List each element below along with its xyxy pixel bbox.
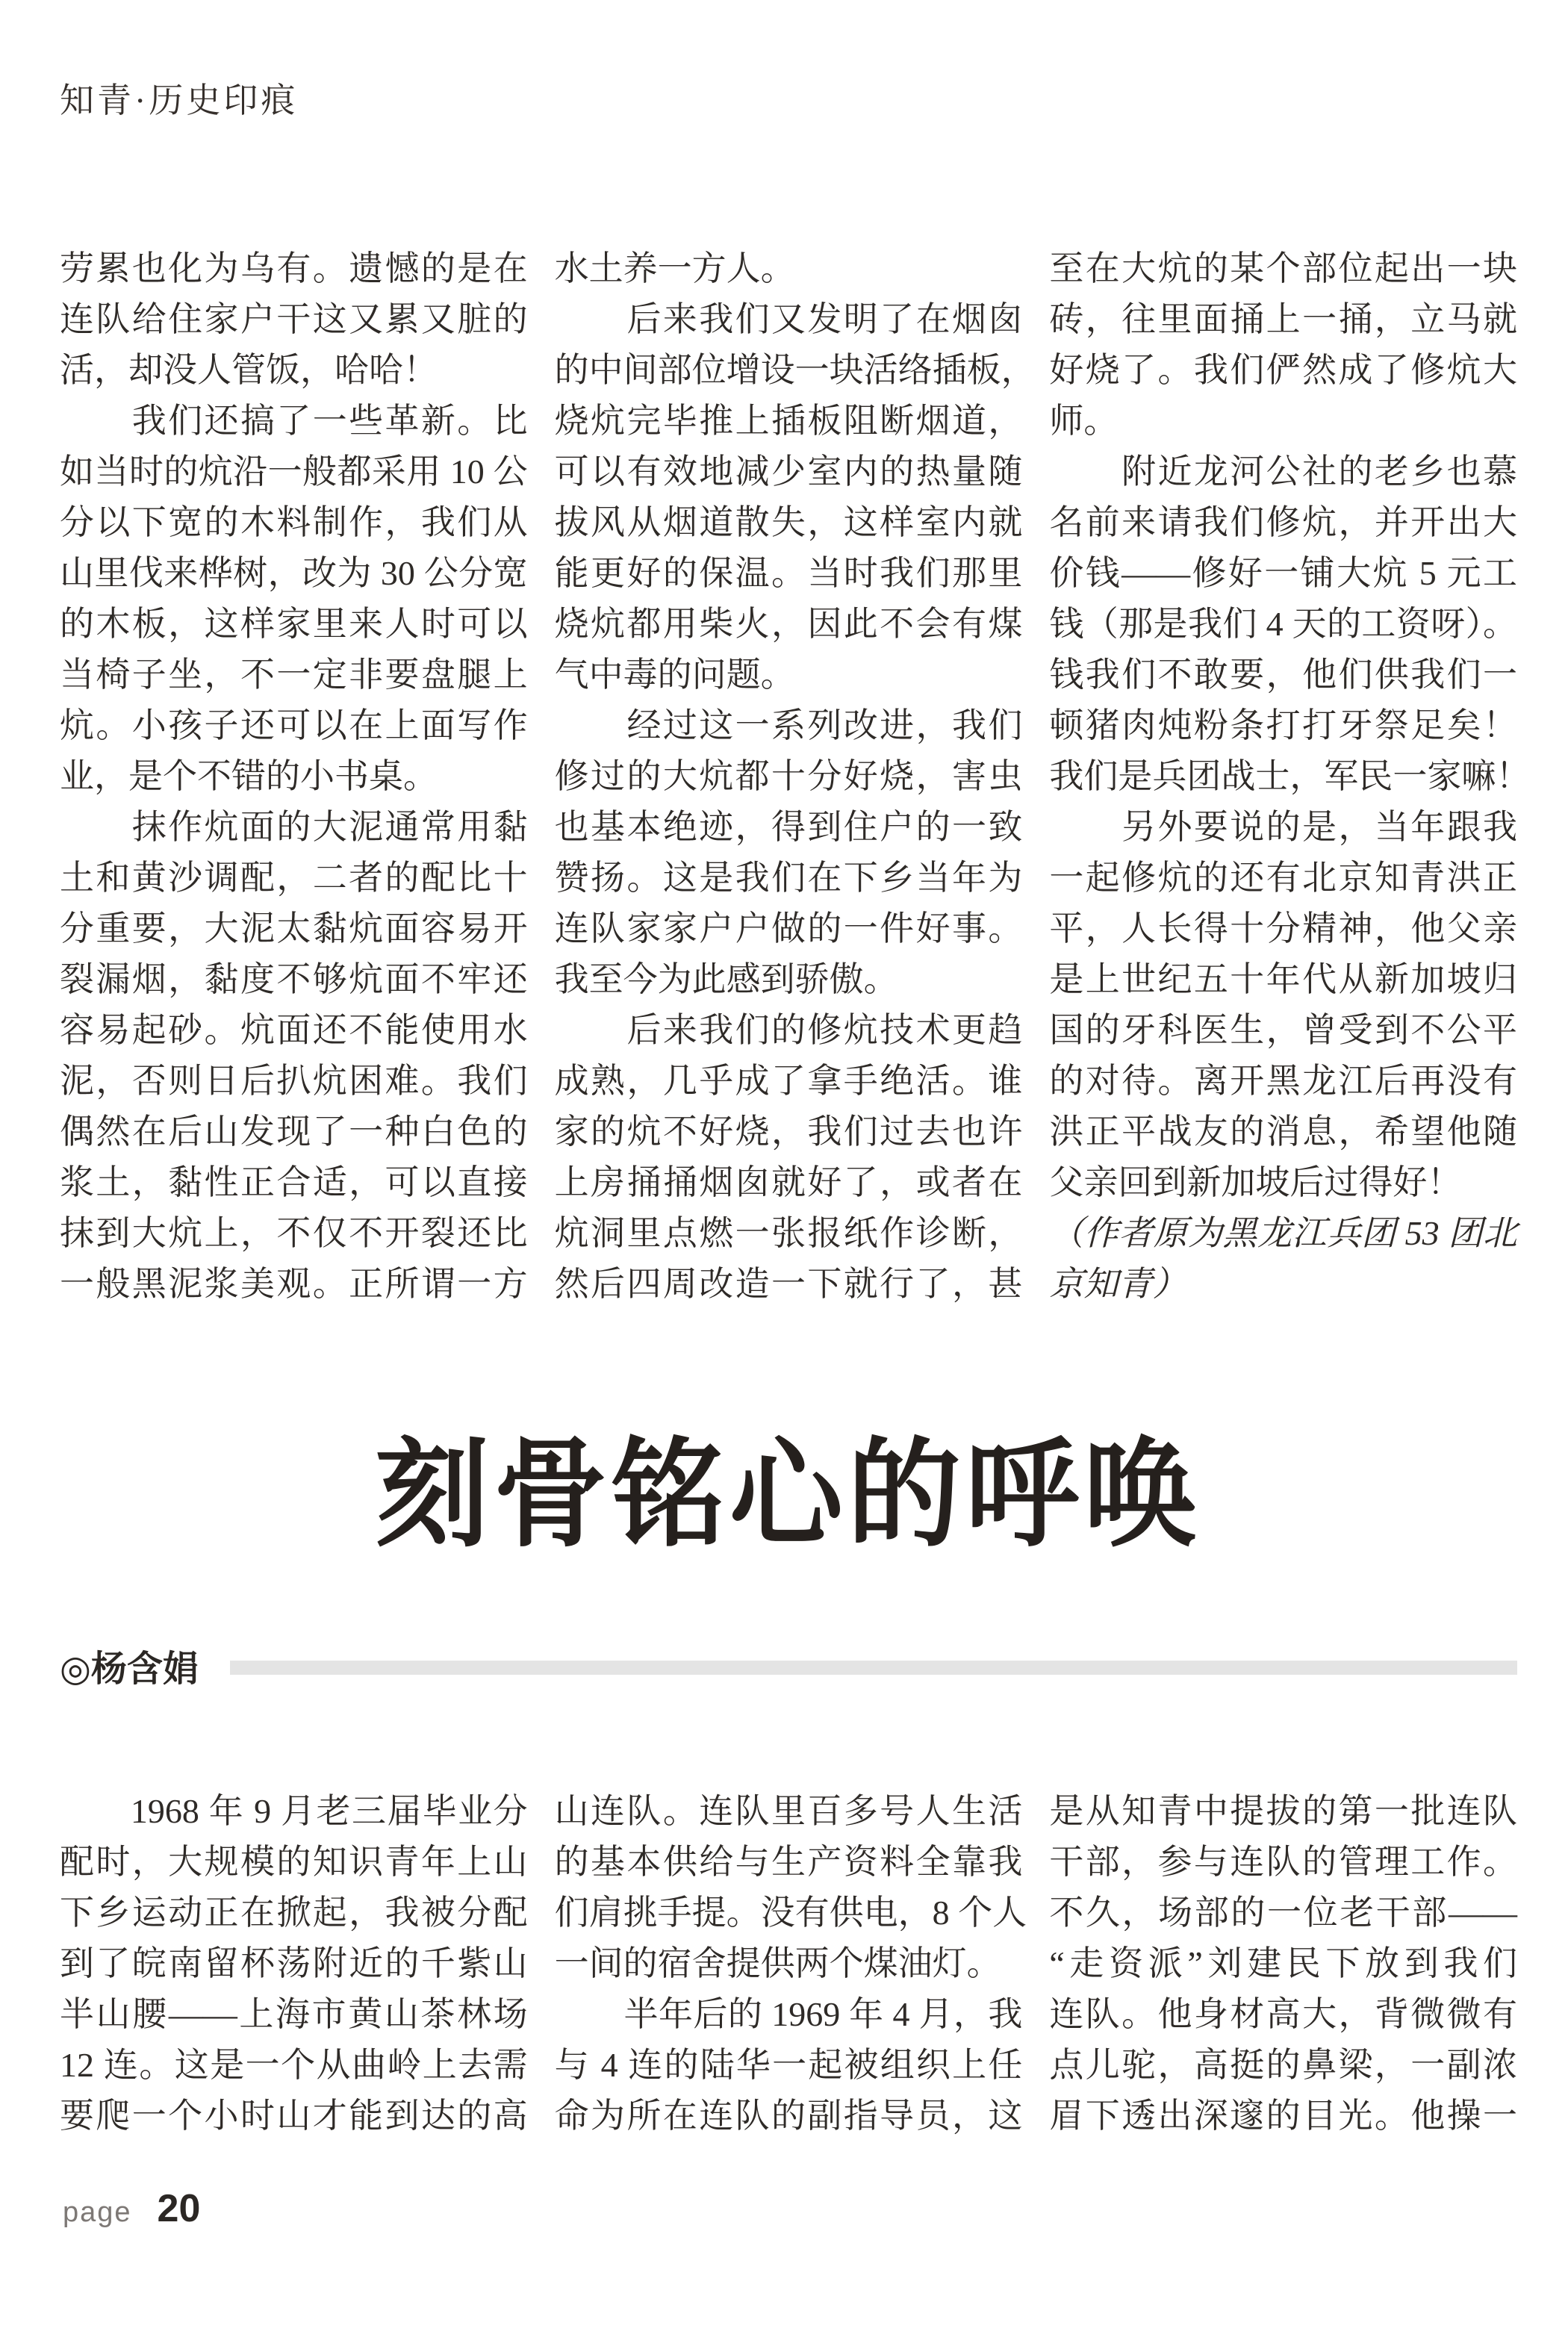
text-line: 名前来请我们修炕，并开出大	[1049, 503, 1518, 541]
text-line: 12 连。这是一个从曲岭上去需	[60, 2046, 528, 2084]
article-top-columns	[60, 243, 1531, 1310]
text-line: 抹到大炕上，不仅不开裂还比	[60, 1214, 528, 1252]
text-line: 干部，参与连队的管理工作。	[1049, 1843, 1518, 1881]
text-line: 1968 年 9 月老三届毕业分	[60, 1792, 528, 1830]
text-line: 烧炕完毕推上插板阻断烟道，	[554, 402, 1023, 440]
byline-divider	[230, 1661, 1517, 1675]
text-line: 分以下宽的木料制作，我们从	[60, 503, 528, 541]
text-line: 如当时的炕沿一般都采用 10 公	[60, 452, 528, 491]
text-line: 也基本绝迹，得到住户的一致	[554, 808, 1023, 846]
text-line: 连队给住家户干这又累又脏的	[60, 300, 528, 338]
text-line: 成熟，几乎成了拿手绝活。谁	[554, 1062, 1023, 1100]
text-line: 我们是兵团战士，军民一家嘛！	[1049, 757, 1531, 795]
text-line: 经过这一系列改进，我们	[554, 706, 1023, 744]
text-line: 价钱——修好一铺大炕 5 元工	[1049, 554, 1518, 592]
text-line: 师。	[1049, 402, 1119, 440]
article-new-column-2	[554, 1786, 1027, 2141]
text-line: 的中间部位增设一块活络插板，	[554, 351, 1036, 389]
text-line: （作者原为黑龙江兵团 53 团北	[1049, 1214, 1518, 1252]
text-line: 能更好的保温。当时我们那里	[554, 554, 1023, 592]
text-line: 拔风从烟道散失，这样室内就	[554, 503, 1023, 541]
text-line: 眉下透出深邃的目光。他操一	[1049, 2097, 1518, 2135]
text-line: 裂漏烟，黏度不够炕面不牢还	[60, 960, 528, 998]
text-line: 赞扬。这是我们在下乡当年为	[554, 859, 1023, 897]
text-line: 我至今为此感到骄傲。	[554, 960, 898, 998]
text-line: 家的炕不好烧，我们过去也许	[554, 1113, 1023, 1151]
text-line: 浆土，黏性正合适，可以直接	[60, 1163, 528, 1201]
text-line: 一般黑泥浆美观。正所谓一方	[60, 1265, 528, 1303]
article-new-column-3	[1049, 1786, 1517, 2141]
text-line: 洪正平战友的消息，希望他随	[1049, 1113, 1518, 1151]
article-new-columns	[60, 1786, 1517, 2141]
page-label: page	[63, 2197, 132, 2228]
text-line: 点儿驼，高挺的鼻梁，一副浓	[1049, 2046, 1518, 2084]
text-line: 活，却没人管饭，哈哈！	[60, 351, 438, 389]
text-line: 是从知青中提拔的第一批连队	[1049, 1792, 1518, 1830]
text-line: 配时，大规模的知识青年上山	[60, 1843, 528, 1881]
text-line: 水土养一方人。	[554, 249, 795, 287]
text-line: 分重要，大泥太黏炕面容易开	[60, 909, 528, 948]
text-line: 后来我们的修炕技术更趋	[554, 1011, 1023, 1049]
author-name: ◎杨含娟	[60, 1649, 199, 1689]
text-line: 命为所在连队的副指导员，这	[554, 2097, 1023, 2135]
text-line: 好烧了。我们俨然成了修炕大	[1049, 351, 1518, 389]
text-line: 不久，场部的一位老干部——	[1049, 1894, 1518, 1932]
text-line: 然后四周改造一下就行了，甚	[554, 1265, 1023, 1303]
text-line: 至在大炕的某个部位起出一块	[1049, 249, 1518, 287]
text-line: 是上世纪五十年代从新加坡归	[1049, 960, 1518, 998]
page-footer	[63, 2186, 200, 2231]
text-line: 一起修炕的还有北京知青洪正	[1049, 859, 1518, 897]
text-line: 砖，往里面捅上一捅，立马就	[1049, 300, 1518, 338]
text-line: 要爬一个小时山才能到达的高	[60, 2097, 528, 2135]
text-line: 们肩挑手提。没有供电，8 个人	[554, 1894, 1027, 1932]
article-top-column-1	[60, 243, 528, 1310]
text-line: 另外要说的是，当年跟我	[1049, 808, 1518, 846]
article-top-column-3	[1049, 243, 1531, 1310]
text-line: 抹作炕面的大泥通常用黏	[60, 808, 528, 846]
text-line: 山连队。连队里百多号人生活	[554, 1792, 1023, 1830]
text-line: 京知青）	[1049, 1265, 1187, 1303]
text-line: 当椅子坐，不一定非要盘腿上	[60, 656, 528, 694]
text-line: 容易起砂。炕面还不能使用水	[60, 1011, 528, 1049]
text-line: 平，人长得十分精神，他父亲	[1049, 909, 1518, 948]
text-line: 附近龙河公社的老乡也慕	[1049, 452, 1518, 491]
text-line: 半年后的 1969 年 4 月，我	[554, 1995, 1023, 2033]
text-line: 山里伐来桦树，改为 30 公分宽	[60, 554, 528, 592]
text-line: 的木板，这样家里来人时可以	[60, 605, 528, 643]
article-title: 刻骨铭心的呼唤	[376, 1430, 1201, 1561]
text-line: 后来我们又发明了在烟囱	[554, 300, 1023, 338]
text-line: 上房捅捅烟囱就好了，或者在	[554, 1163, 1023, 1201]
article-title-block	[60, 1417, 1517, 1574]
text-line: 偶然在后山发现了一种白色的	[60, 1113, 528, 1151]
text-line: 土和黄沙调配，二者的配比十	[60, 859, 528, 897]
text-line: 钱（那是我们 4 天的工资呀）。	[1049, 605, 1518, 643]
text-line: 国的牙科医生，曾受到不公平	[1049, 1011, 1518, 1049]
text-line: “走资派”刘建民下放到我们	[1049, 1944, 1518, 1982]
text-line: 气中毒的问题。	[554, 656, 795, 694]
text-line: 可以有效地减少室内的热量随	[554, 452, 1023, 491]
text-line: 到了皖南留杯荡附近的千紫山	[60, 1944, 528, 1982]
text-line: 连队家家户户做的一件好事。	[554, 909, 1023, 948]
text-line: 烧炕都用柴火，因此不会有煤	[554, 605, 1023, 643]
section-header: 知青·历史印痕	[60, 81, 299, 119]
text-line: 的对待。离开黑龙江后再没有	[1049, 1062, 1518, 1100]
text-line: 与 4 连的陆华一起被组织上任	[554, 2046, 1023, 2084]
page-number: 20	[157, 2187, 201, 2230]
article-new-column-1	[60, 1786, 528, 2141]
text-line: 半山腰——上海市黄山茶林场	[60, 1995, 528, 2033]
text-line: 父亲回到新加坡后过得好！	[1049, 1163, 1462, 1201]
text-line: 修过的大炕都十分好烧，害虫	[554, 757, 1023, 795]
text-line: 炕洞里点燃一张报纸作诊断，	[554, 1214, 1023, 1252]
text-line: 顿猪肉炖粉条打打牙祭足矣！	[1049, 706, 1518, 744]
text-line: 劳累也化为乌有。遗憾的是在	[60, 249, 528, 287]
text-line: 一间的宿舍提供两个煤油灯。	[554, 1944, 1001, 1982]
text-line: 炕。小孩子还可以在上面写作	[60, 706, 528, 744]
byline-row	[60, 1640, 1517, 1691]
text-line: 泥，否则日后扒炕困难。我们	[60, 1062, 528, 1100]
text-line: 下乡运动正在掀起，我被分配	[60, 1894, 528, 1932]
text-line: 钱我们不敢要，他们供我们一	[1049, 656, 1518, 694]
text-line: 的基本供给与生产资料全靠我	[554, 1843, 1023, 1881]
text-line: 业，是个不错的小书桌。	[60, 757, 438, 795]
text-line: 连队。他身材高大，背微微有	[1049, 1995, 1518, 2033]
article-top-column-2	[554, 243, 1036, 1310]
text-line: 我们还搞了一些革新。比	[60, 402, 528, 440]
